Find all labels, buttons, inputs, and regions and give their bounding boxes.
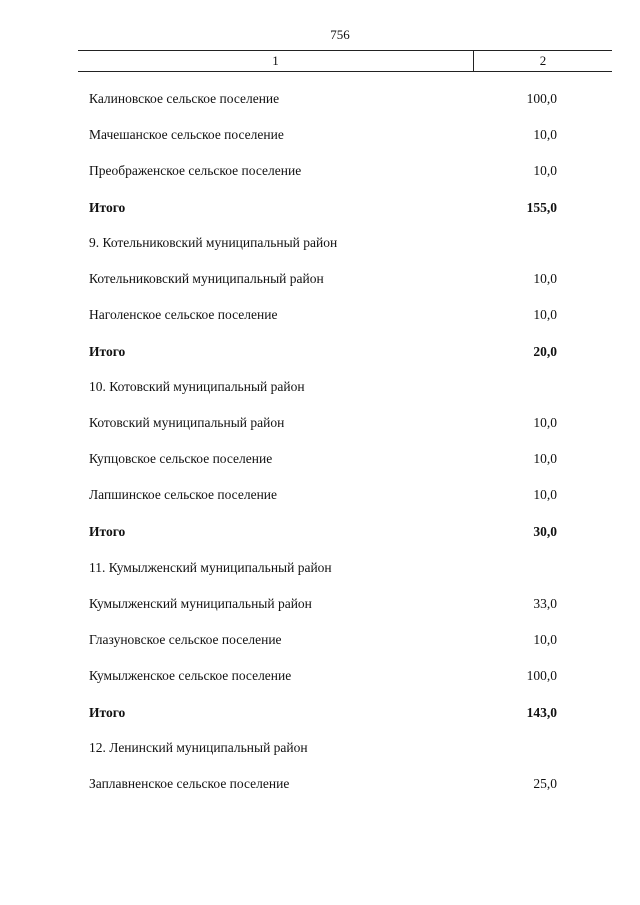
total-label: Итого — [89, 344, 126, 359]
page-number: 756 — [330, 27, 350, 42]
row-value: 10,0 — [533, 307, 557, 322]
table-header — [78, 50, 612, 72]
row-name: Мачешанское сельское поселение — [89, 127, 284, 142]
row-name: Купцовское сельское поселение — [89, 451, 273, 466]
section-heading — [0, 235, 640, 255]
row-value: 10,0 — [533, 451, 557, 466]
total-label: Итого — [89, 200, 126, 215]
table-row — [0, 596, 640, 616]
total-row — [0, 524, 640, 544]
section-title: 12. Ленинский муниципальный район — [89, 740, 308, 755]
section-title: 9. Котельниковский муниципальный район — [89, 235, 338, 250]
row-value: 25,0 — [533, 776, 557, 791]
section-heading — [0, 740, 640, 760]
table-row — [0, 668, 640, 688]
table-row — [0, 451, 640, 471]
table-row — [0, 127, 640, 147]
row-name: Лапшинское сельское поселение — [89, 487, 278, 502]
table-header-bottom-rule — [78, 71, 612, 72]
row-value: 10,0 — [533, 127, 557, 142]
total-row — [0, 200, 640, 220]
row-value: 10,0 — [533, 163, 557, 178]
table-row — [0, 91, 640, 111]
row-name: Калиновское сельское поселение — [89, 91, 280, 106]
row-name: Преображенское сельское поселение — [89, 163, 302, 178]
total-value: 155,0 — [526, 200, 557, 215]
row-name: Наголенское сельское поселение — [89, 307, 278, 322]
row-name: Глазуновское сельское поселение — [89, 632, 282, 647]
section-title: 11. Кумылженский муниципальный район — [89, 560, 332, 575]
row-value: 100,0 — [526, 91, 557, 106]
row-value: 10,0 — [533, 487, 557, 502]
table-header-column-2: 2 — [539, 53, 547, 68]
row-value: 100,0 — [526, 668, 557, 683]
row-name: Котельниковский муниципальный район — [89, 271, 324, 286]
row-name: Котовский муниципальный район — [89, 415, 285, 430]
row-name: Кумылженский муниципальный район — [89, 596, 312, 611]
row-name: Заплавненское сельское поселение — [89, 776, 290, 791]
row-value: 10,0 — [533, 632, 557, 647]
total-row — [0, 705, 640, 725]
table-row — [0, 415, 640, 435]
total-value: 20,0 — [533, 344, 557, 359]
table-row — [0, 776, 640, 796]
table-header-top-rule — [78, 50, 612, 51]
table-row — [0, 487, 640, 507]
row-value: 10,0 — [533, 415, 557, 430]
table-row — [0, 307, 640, 327]
total-value: 30,0 — [533, 524, 557, 539]
row-value: 10,0 — [533, 271, 557, 286]
section-title: 10. Котовский муниципальный район — [89, 379, 305, 394]
total-label: Итого — [89, 705, 126, 720]
row-value: 33,0 — [533, 596, 557, 611]
total-value: 143,0 — [526, 705, 557, 720]
row-name: Кумылженское сельское поселение — [89, 668, 292, 683]
table-row — [0, 632, 640, 652]
total-row — [0, 344, 640, 364]
table-row — [0, 271, 640, 291]
section-heading — [0, 379, 640, 399]
table-header-column-1: 1 — [272, 53, 279, 68]
section-heading — [0, 560, 640, 580]
total-label: Итого — [89, 524, 126, 539]
table-row — [0, 163, 640, 183]
